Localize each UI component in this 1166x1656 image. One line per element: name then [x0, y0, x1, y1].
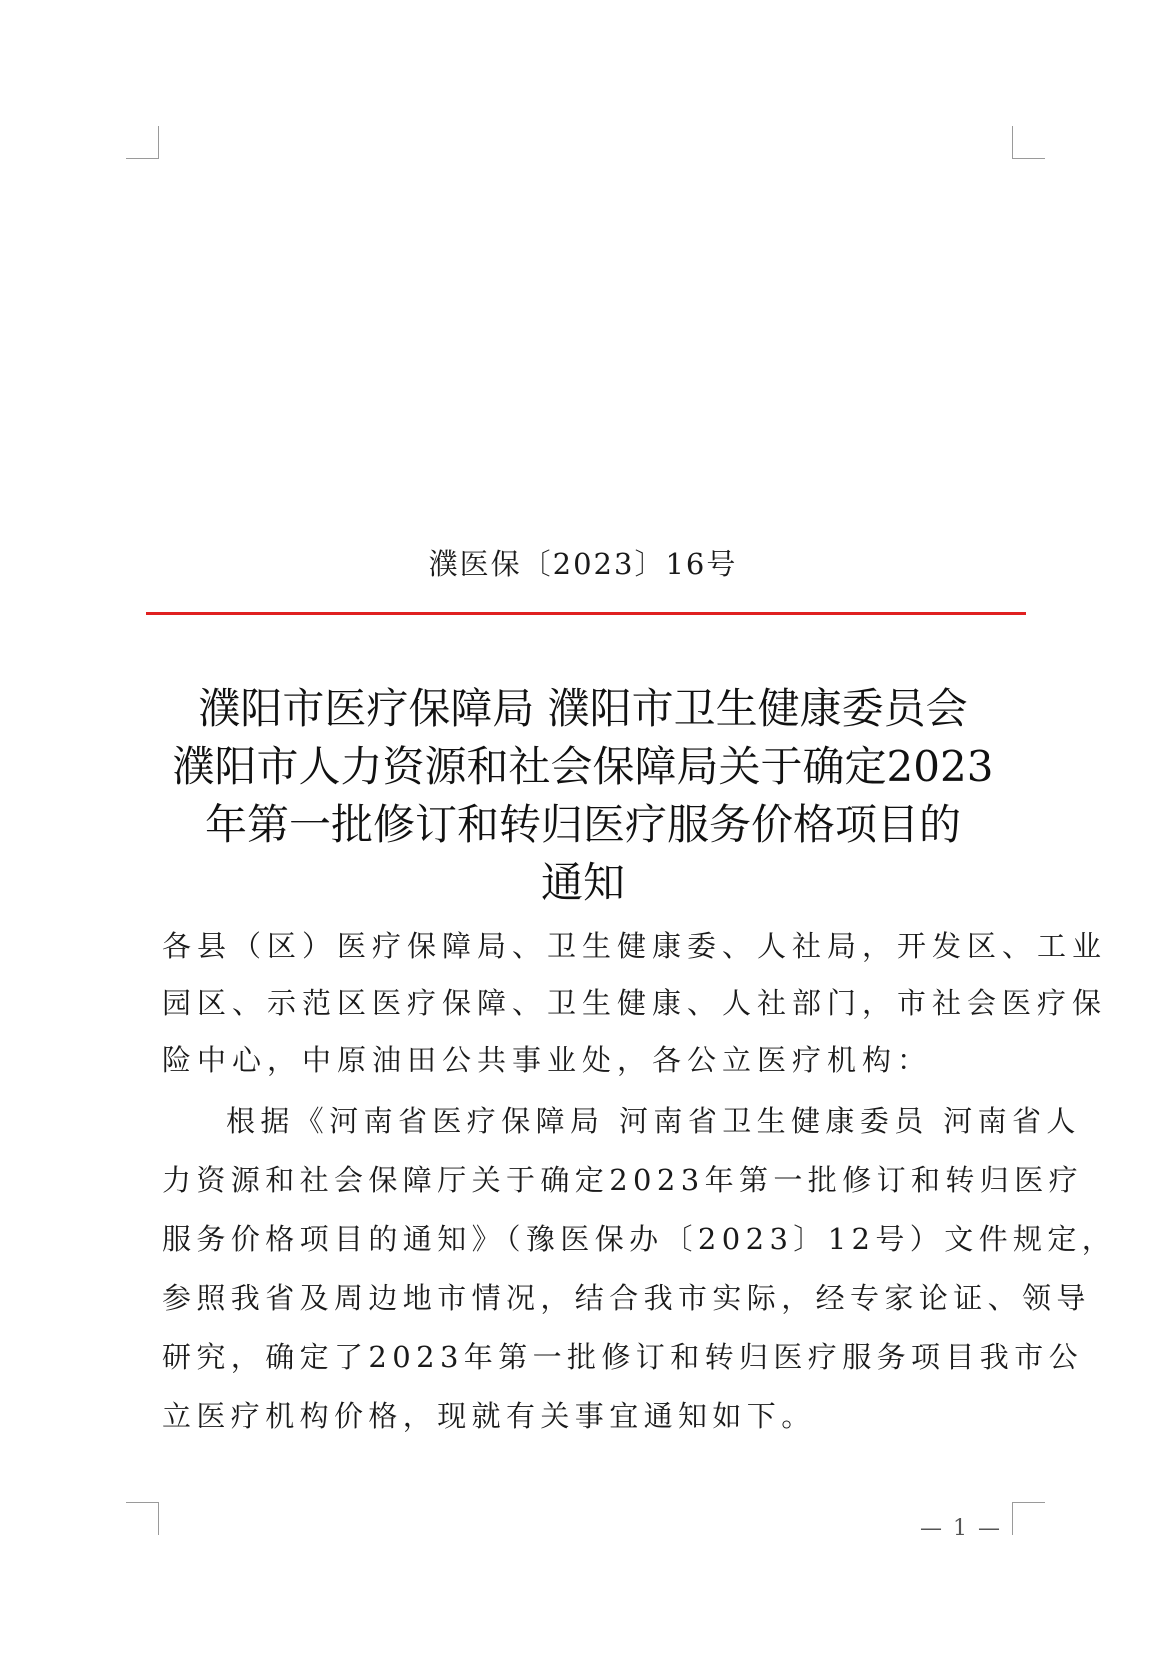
crop-mark-bottom-left: [126, 1502, 159, 1535]
red-divider-line: [146, 612, 1026, 615]
body-line: 根据《河南省医疗保障局 河南省卫生健康委员 河南省人: [226, 1104, 1081, 1138]
title-line: 濮阳市人力资源和社会保障局关于确定2023: [172, 742, 994, 791]
salutation-line: 险中心，中原油田公共事业处，各公立医疗机构：: [162, 1043, 933, 1077]
body-line: 服务价格项目的通知》（豫医保办〔2023〕12号）文件规定，: [162, 1222, 1117, 1256]
document-title: [0, 680, 1166, 912]
body-line: 立医疗机构价格，现就有关事宜通知如下。: [162, 1399, 816, 1433]
body-line: 研究，确定了2023年第一批修订和转归医疗服务项目我市公: [162, 1340, 1084, 1374]
body-line: 参照我省及周边地市情况，结合我市实际，经专家论证、领导: [162, 1281, 1091, 1315]
page-number: — 1 —: [920, 1516, 1002, 1541]
crop-mark-top-left: [126, 126, 159, 159]
body-paragraph: [162, 1092, 1117, 1446]
document-number: 濮医保〔2023〕16号: [428, 547, 738, 581]
salutation: [162, 918, 1108, 1089]
title-line: 年第一批修订和转归医疗服务价格项目的: [204, 800, 961, 849]
crop-mark-top-right: [1012, 126, 1045, 159]
salutation-line: 园区、示范区医疗保障、卫生健康、人社部门，市社会医疗保: [162, 986, 1108, 1020]
title-line: 通知: [540, 858, 625, 907]
body-line: 力资源和社会保障厅关于确定2023年第一批修订和转归医疗: [162, 1163, 1084, 1197]
title-line: 濮阳市医疗保障局 濮阳市卫生健康委员会: [198, 684, 968, 733]
salutation-line: 各县（区）医疗保障局、卫生健康委、人社局，开发区、工业: [162, 929, 1108, 963]
crop-mark-bottom-right: [1012, 1502, 1045, 1535]
